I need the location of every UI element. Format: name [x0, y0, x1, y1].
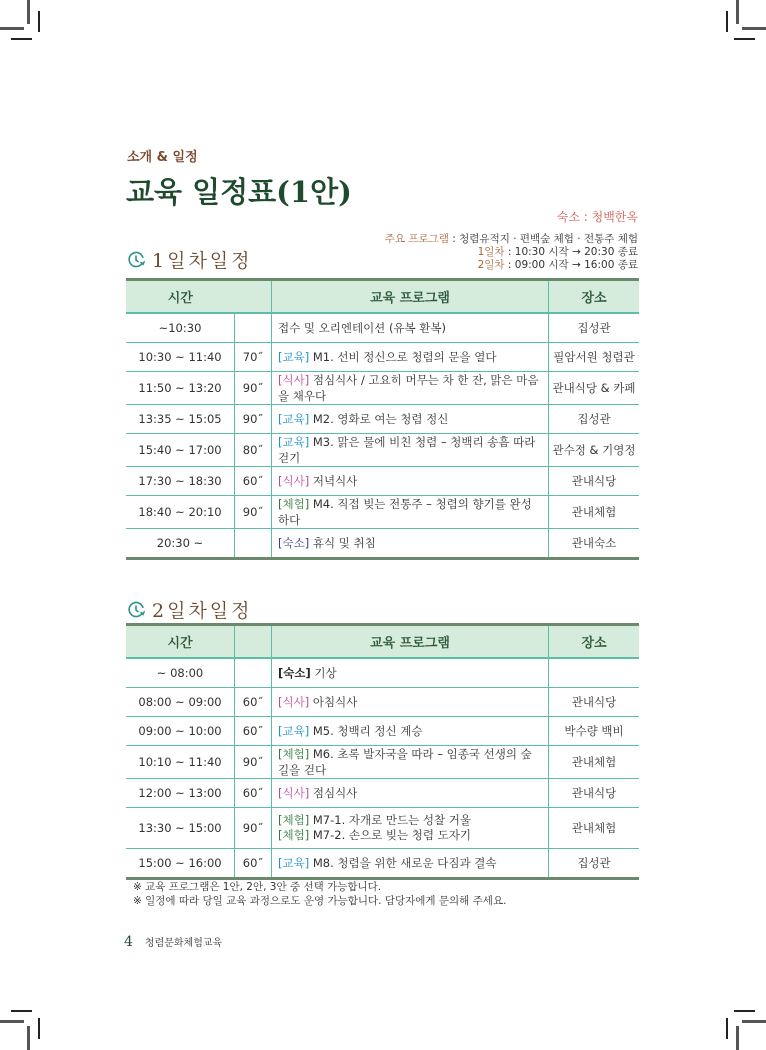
table-row: 15:40 ~ 17:00 80˝ [교육] M3. 맑은 물에 비친 청렴 – 청백리 송흠 따라걷기 관수정 & 기영정 — [126, 434, 639, 467]
footnote: ※ 일정에 따라 당일 교육 과정으로도 운영 가능합니다. 담당자에게 문의해 주세요. — [133, 895, 507, 907]
table-row: ~10:30 접수 및 오리엔테이션 (유복 환복) 집성관 — [126, 313, 639, 343]
header-time: 시간 — [126, 625, 235, 659]
header-time: 시간 — [126, 280, 235, 314]
crop-mark — [726, 1018, 728, 1039]
day1-schedule-table — [126, 278, 639, 560]
crop-mark — [734, 1010, 755, 1012]
tag-meal: [식사] — [278, 474, 310, 488]
crop-mark — [11, 38, 32, 40]
tag-education: [교육] — [278, 350, 310, 364]
crop-mark — [27, 1026, 30, 1050]
tag-meal: [식사] — [278, 695, 310, 709]
table-row: 09:00 ~ 10:00 60˝ [교육] M5. 청백리 정신 계승 박수량 백비 — [126, 717, 639, 746]
table-row: 10:30 ~ 11:40 70˝ [교육] M1. 선비 정신으로 청렴의 문을 열다 필암서원 청렴관 — [126, 343, 639, 372]
tag-lodging: [숙소] — [278, 666, 311, 680]
day2-value: : 09:00 시작 → 16:00 종료 — [504, 259, 638, 271]
crop-mark — [0, 1020, 24, 1023]
footnotes — [133, 880, 506, 908]
program-value: : 청렴유적지 · 편백숲 체험 · 전통주 체험 — [448, 233, 638, 245]
tag-education: [교육] — [278, 724, 310, 738]
crop-mark — [734, 38, 755, 40]
header-place: 장소 — [549, 625, 640, 659]
crop-mark — [726, 11, 728, 32]
day2-label: 2일차 — [477, 259, 505, 271]
table-row: 10:10 ~ 11:40 90˝ [체험] M6. 초록 발자국을 따라 – 임종국 선생의 숲길을 걷다 관내체험 — [126, 746, 639, 779]
clock-icon — [126, 250, 146, 270]
day2-title: 2일차일정 — [152, 600, 253, 622]
crop-mark — [27, 0, 30, 24]
header-duration — [235, 625, 272, 659]
header-program: 교육 프로그램 — [272, 280, 549, 314]
table-row: ~ 08:00 [숙소] 기상 — [126, 658, 639, 688]
section-label: 소개 & 일정 — [127, 150, 198, 165]
tag-education: [교육] — [278, 435, 310, 449]
tag-education: [교육] — [278, 412, 310, 426]
day1-value: : 10:30 시작 → 20:30 종료 — [504, 246, 638, 258]
clock-icon — [126, 600, 146, 620]
tag-lodging: [숙소] — [278, 536, 310, 550]
footnote: ※ 교육 프로그램은 1안, 2안, 3안 중 선택 가능합니다. — [133, 881, 382, 893]
tag-experience: [체험] — [278, 497, 310, 511]
day2-heading — [126, 596, 253, 623]
day2-schedule-table — [126, 623, 639, 880]
page-footer — [124, 934, 222, 950]
crop-mark — [0, 27, 24, 30]
program-summary — [385, 233, 638, 272]
tag-experience: [체험] — [278, 813, 310, 827]
lodging-info: 숙소 : 청백한옥 — [556, 210, 638, 224]
day1-heading — [126, 246, 253, 273]
crop-mark — [736, 0, 739, 24]
crop-mark — [11, 1010, 32, 1012]
tag-experience: [체험] — [278, 747, 310, 761]
header-program: 교육 프로그램 — [272, 625, 549, 659]
page-number: 4 — [124, 934, 133, 950]
table-row: 13:35 ~ 15:05 90˝ [교육] M2. 영화로 여는 청렴 정신 집성관 — [126, 405, 639, 434]
table-row: 17:30 ~ 18:30 60˝ [식사] 저녁식사 관내식당 — [126, 467, 639, 496]
publication-name: 청렴문화체험교육 — [144, 938, 223, 949]
crop-mark — [742, 27, 766, 30]
table-row: 18:40 ~ 20:10 90˝ [체험] M4. 직접 빚는 전통주 – 청렴의 향기를 완성하다 관내체험 — [126, 496, 639, 529]
tag-experience: [체험] — [278, 828, 310, 842]
table-row: 12:00 ~ 13:00 60˝ [식사] 점심식사 관내식당 — [126, 779, 639, 808]
crop-mark — [736, 1026, 739, 1050]
crop-mark — [38, 1018, 40, 1039]
tag-education: [교육] — [278, 856, 310, 870]
day1-label: 1일차 — [477, 246, 505, 258]
table-row: 11:50 ~ 13:20 90˝ [식사] 점심식사 / 고요히 머무는 차 한 잔, 맑은 마음을 채우다 관내식당 & 카페 — [126, 372, 639, 405]
program-label: 주요 프로그램 — [384, 233, 449, 245]
header-place: 장소 — [549, 280, 640, 314]
table-row: 20:30 ~ [숙소] 휴식 및 취침 관내숙소 — [126, 529, 639, 559]
table-row: 13:30 ~ 15:00 90˝ [체험] M7-1. 자개로 만드는 성찰 거울 [체험] M7-2. 손으로 빚는 청렴 도자기 관내체험 — [126, 808, 639, 849]
page-title: 교육 일정표(1안) — [126, 175, 352, 209]
day1-title: 1일차일정 — [152, 250, 253, 272]
crop-mark — [742, 1020, 766, 1023]
table-row: 15:00 ~ 16:00 60˝ [교육] M8. 청렴을 위한 새로운 다짐과 결속 집성관 — [126, 849, 639, 879]
header-duration — [235, 280, 272, 314]
table-row: 08:00 ~ 09:00 60˝ [식사] 아침식사 관내식당 — [126, 688, 639, 717]
tag-meal: [식사] — [278, 786, 310, 800]
tag-meal: [식사] — [278, 373, 310, 387]
crop-mark — [38, 11, 40, 32]
